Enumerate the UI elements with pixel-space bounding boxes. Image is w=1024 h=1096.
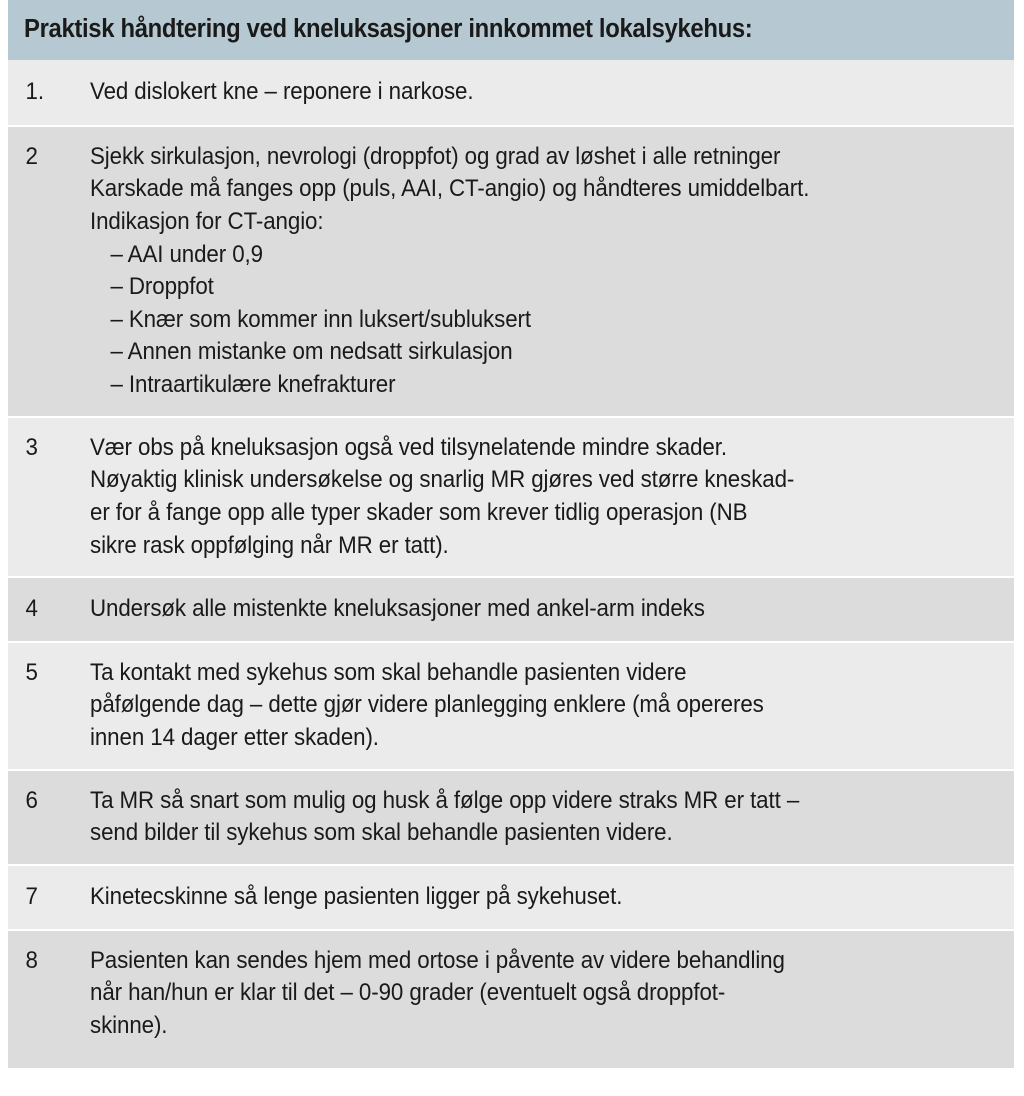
table-row	[8, 771, 1014, 866]
row-line: når han/hun er klar til det – 0-90 grader (eventuelt også droppfot-	[90, 979, 726, 1007]
row-sub-bullet: – AAI under 0,9	[110, 240, 263, 268]
row-number: 6	[25, 786, 38, 814]
row-text	[90, 432, 1000, 563]
row-text	[90, 657, 1000, 755]
row-line: påfølgende dag – dette gjør videre planlegging enklere (må opereres	[90, 691, 764, 719]
row-line: Karskade må fanges opp (puls, AAI, CT-angio) og håndteres umiddelbart.	[90, 175, 810, 203]
row-line: Ved dislokert kne – reponere i narkose.	[90, 78, 474, 105]
row-line: skinne).	[90, 1011, 168, 1039]
row-number: 8	[25, 946, 38, 974]
row-number: 4	[25, 595, 38, 623]
row-text	[90, 76, 1000, 109]
row-line: Nøyaktig klinisk undersøkelse og snarlig MR gjøres ved større kneskad-	[90, 466, 795, 494]
row-text	[90, 593, 1000, 626]
row-line: sikre rask oppfølging når MR er tatt).	[90, 531, 449, 559]
table-row	[8, 643, 1014, 771]
row-number: 7	[25, 882, 38, 910]
page-title: Praktisk håndtering ved kneluksasjoner innkommet lokalsykehus:	[24, 15, 753, 44]
table-row	[8, 578, 1014, 643]
row-line: Vær obs på kneluksasjon også ved tilsynelatende mindre skader.	[90, 433, 727, 461]
row-number: 5	[25, 658, 38, 686]
row-sub-bullet: – Knær som kommer inn luksert/subluksert	[110, 305, 531, 333]
table-row	[8, 60, 1014, 127]
row-text	[90, 785, 1000, 850]
table-row	[8, 418, 1014, 579]
table-row	[8, 127, 1014, 418]
row-line: innen 14 dager etter skaden).	[90, 724, 379, 751]
row-line: Sjekk sirkulasjon, nevrologi (droppfot) og grad av løshet i alle retninger	[90, 142, 781, 170]
row-text	[90, 945, 1000, 1043]
row-number: 1.	[25, 78, 45, 105]
row-line: send bilder til sykehus som skal behandle pasienten videre.	[90, 819, 673, 847]
row-sub-bullet: – Intraartikulære knefrakturer	[110, 371, 396, 398]
row-line: Ta kontakt med sykehus som skal behandle pasienten videre	[90, 658, 687, 686]
row-text	[90, 881, 1000, 914]
row-text	[90, 141, 1000, 402]
row-line: er for å fange opp alle typer skader som krever tidlig operasjon (NB	[90, 498, 748, 526]
row-line: Kinetecskinne så lenge pasienten ligger på sykehuset.	[90, 882, 623, 910]
row-sub-bullet: – Droppfot	[110, 273, 214, 301]
row-number: 3	[25, 433, 38, 461]
row-line: Ta MR så snart som mulig og husk å følge opp videre straks MR er tatt –	[90, 786, 800, 814]
table-body	[8, 60, 1014, 1068]
row-line: Undersøk alle mistenkte kneluksasjoner med ankel-arm indeks	[90, 595, 705, 623]
table-row	[8, 931, 1014, 1069]
table-row	[8, 866, 1014, 931]
table-header	[8, 0, 1014, 60]
row-line: Indikasjon for CT-angio:	[90, 207, 324, 235]
row-number: 2	[25, 142, 38, 170]
row-sub-bullet: – Annen mistanke om nedsatt sirkulasjon	[110, 338, 513, 366]
row-line: Pasienten kan sendes hjem med ortose i påvente av videre behandling	[90, 946, 785, 974]
guideline-table	[8, 0, 1014, 1068]
